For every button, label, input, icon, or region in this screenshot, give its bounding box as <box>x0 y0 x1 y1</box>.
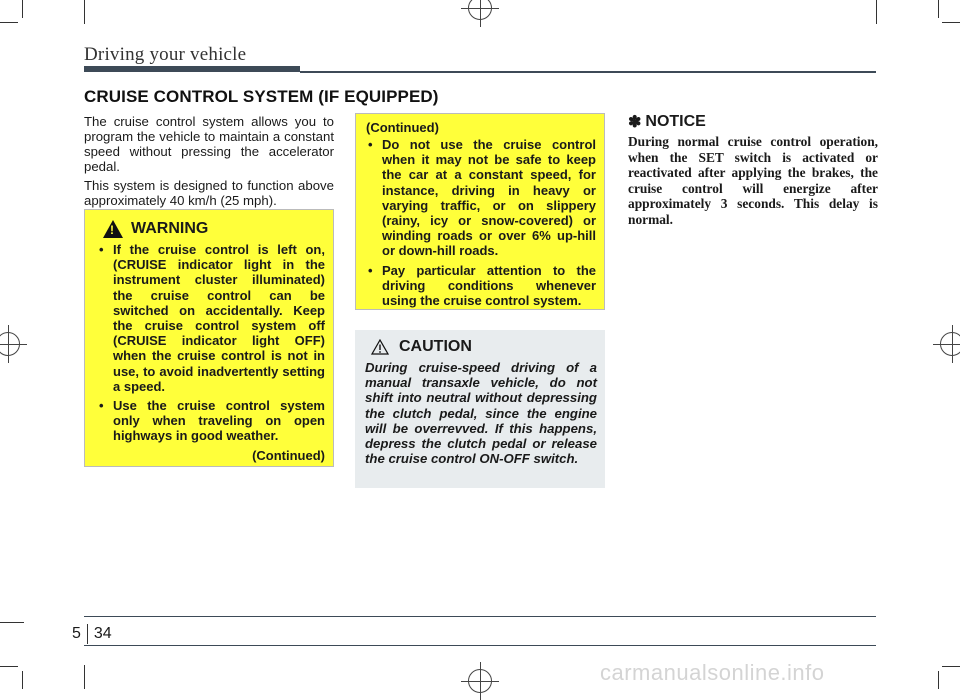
list-item: • Use the cruise control system only when traveling on open highways in good weather. <box>97 398 325 444</box>
notice-heading <box>628 112 706 132</box>
notice-title: NOTICE <box>645 113 706 130</box>
warning-list <box>97 242 325 444</box>
warning-heading <box>97 220 325 238</box>
registration-crosshair-icon <box>0 332 20 356</box>
warning-continued-list <box>366 137 596 308</box>
registration-crosshair-icon <box>468 0 492 20</box>
page-number-separator <box>87 624 88 644</box>
crop-mark <box>938 0 939 18</box>
warning-continued-box <box>355 113 605 310</box>
header-bar <box>84 66 300 72</box>
warning-box <box>84 209 334 467</box>
crop-mark <box>84 665 85 689</box>
notice-star-icon: ✽ <box>628 114 642 131</box>
continued-label: (Continued) <box>252 447 325 463</box>
warning-title: WARNING <box>131 220 209 237</box>
chapter-number: 5 <box>72 625 81 642</box>
crop-mark <box>0 622 24 623</box>
crop-mark <box>876 0 877 24</box>
page-rule <box>84 616 876 617</box>
caution-box <box>355 330 605 488</box>
page-number-value: 34 <box>93 625 112 642</box>
crop-mark <box>0 22 18 23</box>
crop-mark <box>0 666 18 667</box>
header-rule <box>300 71 876 73</box>
list-item: • Pay particular attention to the driving conditions whenever using the cruise control system. <box>366 263 596 309</box>
crop-mark <box>942 666 960 667</box>
crop-mark <box>84 0 85 24</box>
crop-mark <box>22 671 23 689</box>
registration-crosshair-icon <box>468 669 492 693</box>
section-title: CRUISE CONTROL SYSTEM (IF EQUIPPED) <box>84 87 439 106</box>
caution-triangle-icon <box>371 339 389 355</box>
caution-text: During cruise-speed driving of a manual transaxle vehicle, do not shift into neutral without depressing the clutch pedal, since the engine will be overrevved. If this happens, depress the clutch pedal or release the cruise control ON-OFF switch. <box>365 360 597 467</box>
crop-mark <box>22 0 23 18</box>
chapter-title: Driving your vehicle <box>84 44 247 65</box>
caution-title: CAUTION <box>399 338 472 355</box>
page-number <box>72 624 112 644</box>
notice-text: During normal cruise control operation, when the SET switch is activated or reactivated after applying the brakes, the cruise control will energize after approximately 3 seconds. This delay is normal. <box>628 134 878 227</box>
crop-mark <box>942 22 960 23</box>
intro-paragraph: This system is designed to function above approximately 40 km/h (25 mph). <box>84 178 334 208</box>
watermark: carmanualsonline.info <box>600 660 825 685</box>
caution-heading <box>365 338 597 356</box>
footer-rule <box>84 645 876 646</box>
crop-mark <box>938 671 939 689</box>
list-item: • If the cruise control is left on, (CRUISE indicator light in the instrument cluster illuminated) the cruise control can be switched on accidentally. Keep the cruise control system off (CRUISE indicator light OFF) when the cruise control is not in use, to avoid inadvertently setting a speed. <box>97 242 325 394</box>
registration-crosshair-icon <box>940 332 960 356</box>
continued-label: (Continued) <box>366 120 439 135</box>
intro-text <box>84 114 334 212</box>
intro-paragraph: The cruise control system allows you to program the vehicle to maintain a constant speed without pressing the accelerator pedal. <box>84 114 334 174</box>
warning-triangle-icon <box>103 220 123 238</box>
list-item: • Do not use the cruise control when it may not be safe to keep the car at a constant speed, for instance, driving in heavy or varying traffic, or on slippery (rainy, icy or snow-covered) or winding roads or over 6% up-hill or down-hill roads. <box>366 137 596 259</box>
